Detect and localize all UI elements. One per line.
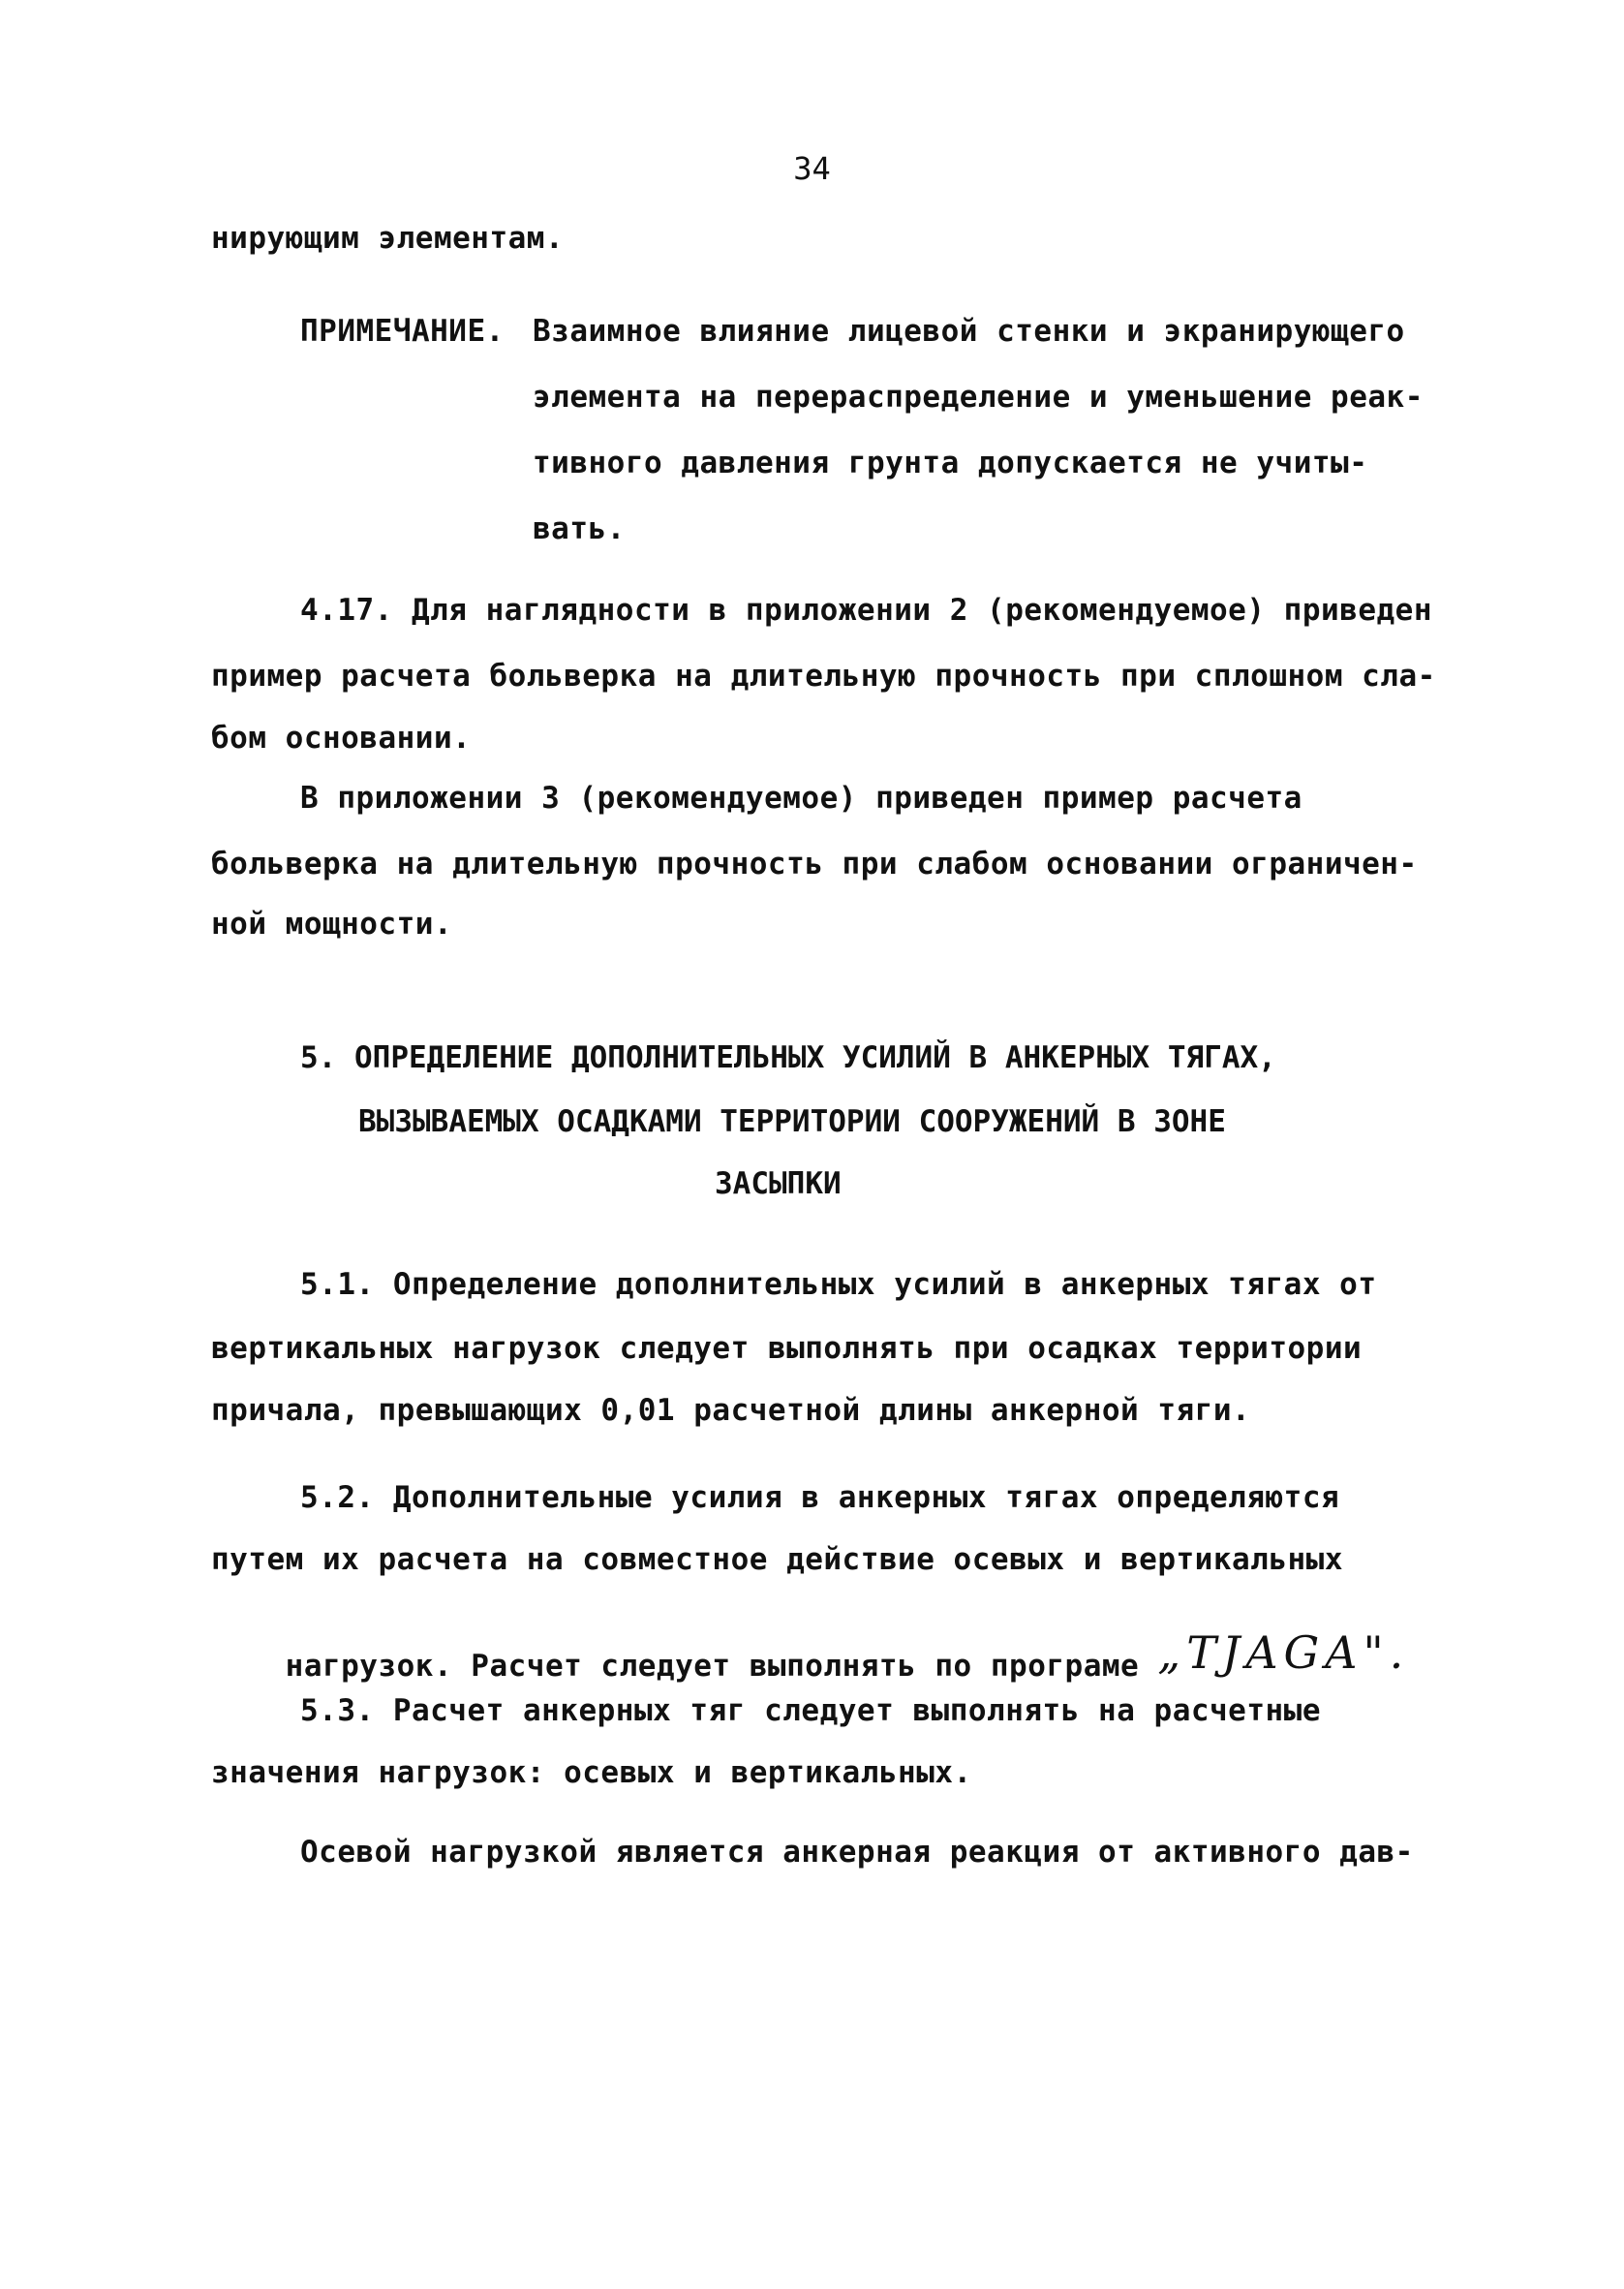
para-5-2-line-1: 5.2. Дополнительные усилия в анкерных тягах определяются — [300, 1480, 1340, 1515]
para-5-1-line-2: вертикальных нагрузок следует выполнять при осадках территории — [211, 1331, 1363, 1366]
note-line-4: вать. — [533, 511, 626, 546]
para-5-3-line-2: значения нагрузок: осевых и вертикальных. — [211, 1755, 972, 1790]
para-app3-line-2: больверка на длительную прочность при слабом основании ограничен- — [211, 847, 1418, 882]
para-4-17-line-1: 4.17. Для наглядности в приложении 2 (рекомендуемое) приведен — [300, 593, 1432, 628]
para-5-2-line-3-text: нагрузок. Расчет следует выполнять по програме — [285, 1649, 1140, 1684]
note-line-1: Взаимное влияние лицевой стенки и экранирующего — [533, 314, 1405, 349]
note-line-3: тивного давления грунта допускается не учиты- — [533, 446, 1368, 480]
section-5-title-line-1: 5. ОПРЕДЕЛЕНИЕ ДОПОЛНИТЕЛЬНЫХ УСИЛИЙ В АНКЕРНЫХ ТЯГАХ, — [300, 1040, 1276, 1075]
section-5-title-line-2: ВЫЗЫВАЕМЫХ ОСАДКАМИ ТЕРРИТОРИИ СООРУЖЕНИЙ В ЗОНЕ — [358, 1104, 1226, 1139]
para-4-17-line-3: бом основании. — [211, 721, 472, 756]
para-app3-line-1: В приложении 3 (рекомендуемое) приведен пример расчета — [300, 781, 1302, 816]
section-5-title-line-3: ЗАСЫПКИ — [715, 1166, 842, 1201]
program-name-handwritten: „TJAGA". — [1157, 1626, 1410, 1679]
page-number: 34 — [793, 150, 831, 187]
note-label: ПРИМЕЧАНИЕ. — [300, 314, 505, 349]
para-axial-line-1: Осевой нагрузкой является анкерная реакция от активного дав- — [300, 1835, 1414, 1870]
intro-line: нирующим элементам. — [211, 221, 565, 256]
para-4-17-line-2: пример расчета больверка на длительную прочность при сплошном сла- — [211, 659, 1436, 694]
para-5-2-line-2: путем их расчета на совместное действие осевых и вертикальных — [211, 1542, 1343, 1577]
para-5-1-line-1: 5.1. Определение дополнительных усилий в анкерных тягах от — [300, 1267, 1377, 1302]
note-line-2: элемента на перераспределение и уменьшение реак- — [533, 380, 1424, 415]
para-5-1-line-3: причала, превышающих 0,01 расчетной длины анкерной тяги. — [211, 1393, 1251, 1428]
para-app3-line-3: ной мощности. — [211, 907, 453, 942]
para-5-3-line-1: 5.3. Расчет анкерных тяг следует выполнять на расчетные — [300, 1693, 1321, 1728]
